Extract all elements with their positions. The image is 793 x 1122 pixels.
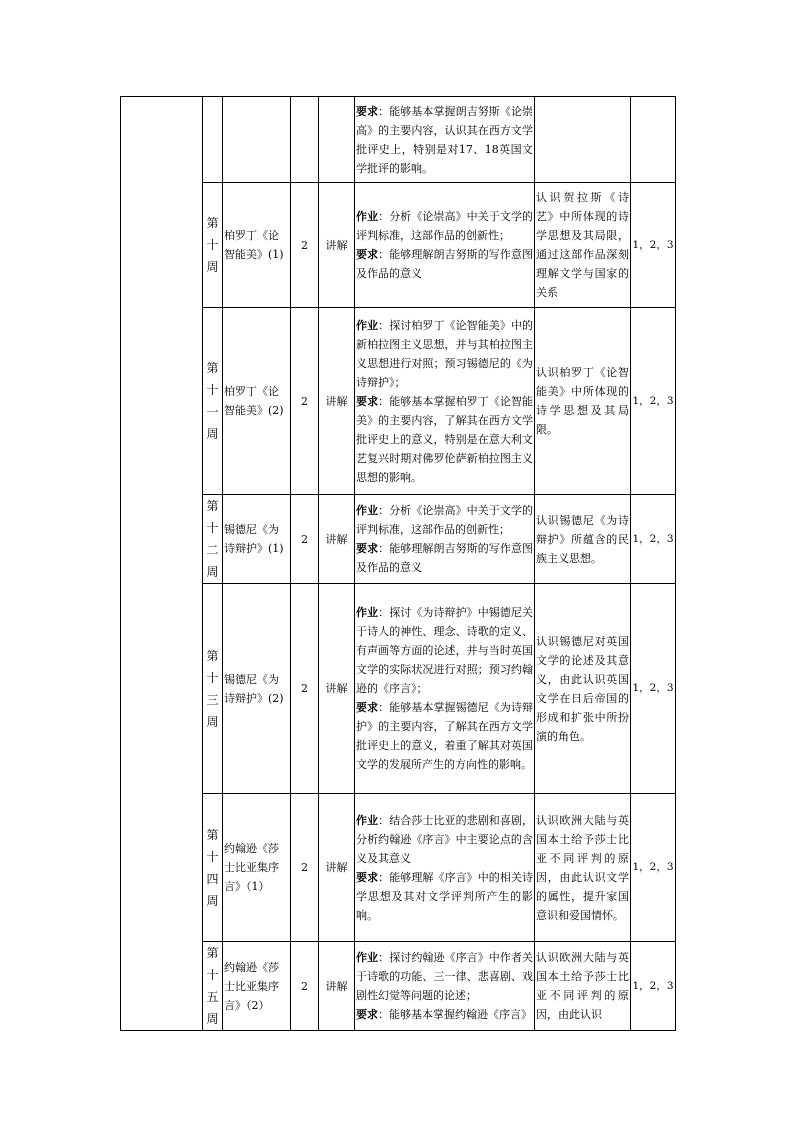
week-cell	[203, 183, 223, 308]
content-cell	[355, 794, 535, 942]
content-text: ：能够基本掌握柏罗丁《论智能美》的主要内容，了解其在西方文学批评史上的意义，特别是在意大利文艺复兴时期对佛罗伦萨新柏拉图主义思想的影响。	[356, 394, 533, 484]
content-text: ：探讨约翰逊《序言》中作者关于诗歌的功能、三一律、悲喜剧、戏剧性幻觉等问题的论述；	[356, 951, 533, 1002]
hours-cell: 2	[291, 308, 319, 495]
content-text: ：能够基本掌握锡德尼《为诗辩护》的主要内容，了解其在西方文学批评史上的意义，着重了解其对英国文学的发展所产生的方向性的影响。	[356, 701, 533, 771]
goal-text: 认识欧洲大陆与英国本土给予莎士比亚不同评判的原因，由此认识文学的属性，提升家国意识和爱国情怀。	[536, 813, 629, 922]
hours-cell: 2	[291, 942, 319, 1031]
week-char: 十	[206, 849, 219, 864]
objectives-cell: 1，2，3	[631, 495, 676, 584]
objectives-cell: 1，2，3	[631, 794, 676, 942]
syllabus-body	[121, 97, 676, 1031]
content-paragraph	[356, 811, 533, 868]
table-row	[121, 97, 676, 183]
table-row	[121, 584, 676, 794]
content-label: 要求	[356, 542, 379, 555]
method-cell: 讲解	[319, 183, 355, 308]
goal-cell	[535, 308, 631, 495]
content-paragraph	[356, 868, 533, 925]
hours-cell: 2	[291, 584, 319, 794]
week-char: 周	[206, 427, 219, 441]
content-text: ：探讨《为诗辩护》中锡德尼关于诗人的神性、理念、诗歌的定义、有声画等方面的论述，并与当时英国文学的实际状况进行对照；预习约翰逊的《序言》；	[356, 606, 533, 695]
topic-cell: 约翰逊《莎士比亚集序言》（1）	[223, 794, 291, 942]
content-label: 要求	[356, 701, 379, 714]
content-text: ：能够理解朗吉努斯的写作意图及作品的意义	[356, 248, 533, 280]
content-cell	[355, 942, 535, 1031]
content-text: ：能够理解朗吉努斯的写作意图及作品的意义	[356, 542, 533, 574]
week-cell	[203, 584, 223, 794]
goal-text: 认识锡德尼对英国文学的论述及其意义，由此认识英国文学在日后帝国的形成和扩张中所扮演的角色。	[536, 634, 629, 743]
content-label: 作业	[356, 210, 379, 223]
content-text: ：分析《论崇高》中关于文学的评判标准，这部作品的创新性；	[356, 210, 533, 242]
week-char: 一	[206, 405, 219, 419]
content-paragraph	[356, 316, 533, 392]
objectives-cell: 1，2，3	[631, 942, 676, 1031]
objectives-cell: 1，2，3	[631, 183, 676, 308]
week-char: 第	[206, 216, 219, 230]
content-text: ：分析《论崇高》中关于文学的评判标准，这部作品的创新性；	[356, 504, 533, 536]
content-label: 要求	[356, 870, 379, 884]
content-text: ：探讨柏罗丁《论智能美》中的新柏拉图主义思想，并与其柏拉图主义思想进行对照；预习锡德尼的《为诗辩护》；	[356, 318, 533, 389]
table-row	[121, 308, 676, 495]
method-cell: 讲解	[319, 942, 355, 1031]
table-row	[121, 794, 676, 942]
week-char: 第	[206, 827, 219, 842]
content-label: 作业	[356, 318, 379, 332]
content-label: 要求	[356, 248, 379, 261]
content-label: 作业	[356, 504, 379, 517]
week-cell	[203, 495, 223, 584]
goal-cell	[535, 495, 631, 584]
syllabus-table	[120, 96, 676, 1031]
objectives-cell	[631, 97, 676, 183]
method-cell: 讲解	[319, 308, 355, 495]
week-char: 周	[206, 714, 219, 729]
objectives-cell: 1，2，3	[631, 308, 676, 495]
content-paragraph	[356, 1005, 533, 1024]
content-paragraph	[356, 698, 533, 774]
blank-left-cell	[121, 97, 203, 1031]
hours-cell: 2	[291, 495, 319, 584]
hours-cell: 2	[291, 794, 319, 942]
content-paragraph	[356, 948, 533, 1005]
content-label: 要求	[356, 104, 379, 118]
week-char: 第	[206, 361, 219, 375]
goal-cell	[535, 97, 631, 183]
week-char: 五	[206, 990, 219, 1004]
week-char: 十	[206, 670, 219, 685]
goal-cell	[535, 584, 631, 794]
method-cell: 讲解	[319, 794, 355, 942]
topic-cell	[223, 97, 291, 183]
content-paragraph	[356, 207, 533, 245]
content-paragraph	[356, 603, 533, 698]
week-char: 三	[206, 692, 219, 707]
hours-cell	[291, 97, 319, 183]
table-row	[121, 942, 676, 1031]
method-cell: 讲解	[319, 584, 355, 794]
content-label: 作业	[356, 606, 379, 619]
goal-cell	[535, 183, 631, 308]
table-row	[121, 183, 676, 308]
content-paragraph	[356, 392, 533, 487]
week-char: 第	[206, 946, 219, 960]
week-cell	[203, 794, 223, 942]
content-paragraph	[356, 501, 533, 539]
content-paragraph	[356, 539, 533, 577]
goal-text: 认识锡德尼《为诗辩护》所蕴含的民族主义思想。	[536, 513, 629, 565]
week-char: 周	[206, 1012, 219, 1026]
content-cell	[355, 183, 535, 308]
hours-cell: 2	[291, 183, 319, 308]
content-cell	[355, 584, 535, 794]
week-char: 十	[206, 383, 219, 397]
goal-cell	[535, 794, 631, 942]
goal-cell	[535, 942, 631, 1031]
content-text: ：能够基本掌握朗吉努斯《论崇高》的主要内容，认识其在西方文学批评史上，特别是对17、18英国文学批评的影响。	[356, 104, 533, 175]
week-cell	[203, 942, 223, 1031]
week-char: 第	[206, 648, 219, 663]
week-char: 周	[206, 565, 219, 579]
topic-cell: 柏罗丁《论智能美》(1)	[223, 183, 291, 308]
week-char: 十	[206, 521, 219, 535]
week-cell	[203, 308, 223, 495]
method-cell: 讲解	[319, 495, 355, 584]
content-label: 作业	[356, 813, 379, 827]
week-char: 十	[206, 968, 219, 982]
content-paragraph	[356, 245, 533, 283]
goal-text: 认识柏罗丁《论智能美》中所体现的诗学思想及其局限。	[536, 366, 629, 436]
method-cell	[319, 97, 355, 183]
content-cell	[355, 308, 535, 495]
content-cell	[355, 495, 535, 584]
week-char: 第	[206, 499, 219, 513]
goal-text: 认识贺拉斯《诗艺》中所体现的诗学思想及其局限，通过这部作品深刻理解文学与国家的关系	[536, 191, 629, 299]
topic-cell: 锡德尼《为诗辩护》(2)	[223, 584, 291, 794]
week-cell	[203, 97, 223, 183]
content-label: 要求	[356, 394, 379, 408]
content-text: ：能够理解《序言》中的相关诗学思想及其对文学评判所产生的影响。	[356, 870, 533, 922]
content-text: ：能够基本掌握约翰逊《序言》	[378, 1008, 532, 1021]
week-char: 十	[206, 238, 219, 252]
week-char: 二	[206, 543, 219, 557]
topic-cell: 锡德尼《为诗辩护》(1)	[223, 495, 291, 584]
content-text: ：结合莎士比亚的悲剧和喜剧，分析约翰逊《序言》中主要论点的含义及其意义	[356, 813, 533, 865]
objectives-cell: 1，2，3	[631, 584, 676, 794]
content-paragraph	[356, 102, 533, 178]
topic-cell: 柏罗丁《论智能美》(2)	[223, 308, 291, 495]
content-label: 作业	[356, 951, 379, 964]
week-char: 四	[206, 871, 219, 886]
topic-cell: 约翰逊《莎士比亚集序言》（2）	[223, 942, 291, 1031]
week-char: 周	[206, 260, 219, 274]
goal-text: 认识欧洲大陆与英国本土给予莎士比亚不同评判的原因，由此认识	[536, 951, 629, 1021]
content-label: 要求	[356, 1008, 378, 1021]
table-row	[121, 495, 676, 584]
content-cell	[355, 97, 535, 183]
week-char: 周	[206, 893, 219, 908]
